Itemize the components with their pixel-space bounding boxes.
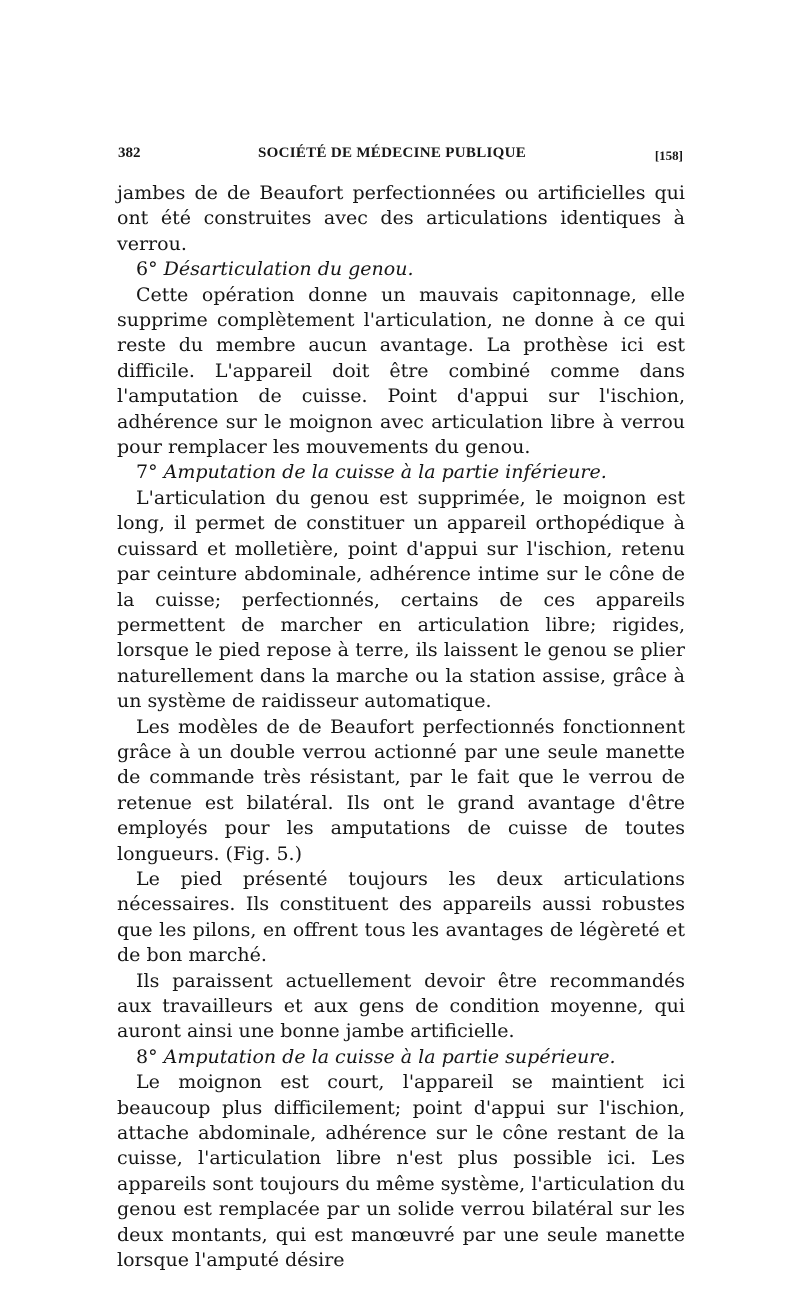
running-title: SOCIÉTÉ DE MÉDECINE PUBLIQUE bbox=[258, 145, 527, 161]
paragraph: Cette opération donne un mauvais capitonnage, elle supprime complètement l'articulation, ne donne à ce qui reste du membre aucun avantage. La prothèse ici est difficile. L'appareil doit être combiné comme dans l'amputation de cuisse. Point d'appui sur l'ischion, adhérence sur le moignon avec articulation libre à verrou pour remplacer les mouvements du genou. bbox=[117, 283, 685, 459]
paragraph: jambes de de Beaufort perfectionnées ou artificielles qui ont été construites avec des articulations identiques à verrou. bbox=[117, 182, 685, 255]
section-title: Amputation de la cuisse à la partie supérieure. bbox=[163, 1045, 616, 1068]
section-number: 7° bbox=[136, 461, 158, 484]
paragraph: L'articulation du genou est supprimée, le moignon est long, il permet de constituer un appareil orthopédique à cuissard et molletière, point d'appui sur l'ischion, retenu par ceinture abdominale, adhérence intime sur le cône de la cuisse; perfectionnés, certains de ces appareils permettent de marcher en articulation libre; rigides, lorsque le pied repose à terre, ils laissent le genou se plier naturellement dans la marche ou la station assise, grâce à un système de raidisseur automatique. bbox=[117, 486, 685, 713]
section-heading bbox=[117, 1045, 685, 1070]
page-number: 382 bbox=[118, 145, 141, 161]
paragraph: Les modèles de de Beaufort perfectionnés fonctionnent grâce à un double verrou actionné par une seule manette de commande très résistant, par le fait que le verrou de retenue est bilatéral. Ils ont le grand avantage d'être employés pour les amputations de cuisse de toutes longueurs. (Fig. 5.) bbox=[117, 715, 685, 865]
section-number: 8° bbox=[136, 1045, 158, 1068]
section-heading bbox=[117, 460, 685, 485]
section-heading bbox=[117, 257, 685, 282]
paragraph: Le pied présenté toujours les deux articulations nécessaires. Ils constituent des appareils aussi robustes que les pilons, en offrent tous les avantages de légèreté et de bon marché. bbox=[117, 867, 685, 967]
page-reference: [158] bbox=[654, 148, 683, 163]
paragraph: Le moignon est court, l'appareil se maintient ici beaucoup plus difficilement; point d'appui sur l'ischion, attache abdominale, adhérence sur le cône restant de la cuisse, l'articulation libre n'est plus possible ici. Les appareils sont toujours du même système, l'articulation du genou est remplacée par un solide verrou bilatéral sur les deux montants, qui est manœuvré par une seule manette lorsque l'amputé désire bbox=[117, 1071, 685, 1272]
section-title: Désarticulation du genou. bbox=[163, 258, 414, 281]
section-number: 6° bbox=[136, 258, 158, 281]
paragraph: Ils paraissent actuellement devoir être recommandés aux travailleurs et aux gens de condition moyenne, qui auront ainsi une bonne jambe artificielle. bbox=[117, 969, 685, 1043]
running-header bbox=[118, 145, 683, 167]
section-title: Amputation de la cuisse à la partie inférieure. bbox=[163, 461, 607, 484]
body-text bbox=[117, 181, 685, 1273]
